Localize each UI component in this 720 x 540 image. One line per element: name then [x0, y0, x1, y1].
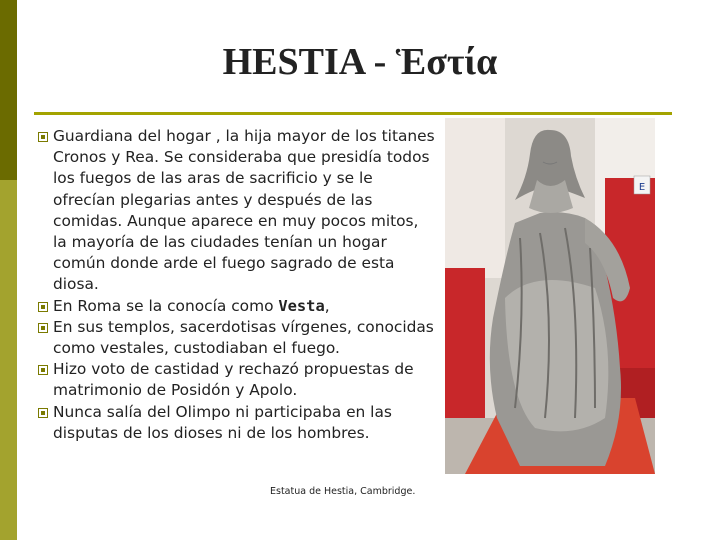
bullet-item	[37, 296, 437, 317]
bullet-text: Guardiana del hogar , la hija mayor de los titanes Cronos y Rea. Se consideraba que presidía todos los fuegos de las aras de sacrificio y se le ofrecían plegarias antes y después de las comidas. Aunque aparece en muy pocos mitos, la mayoría de las ciudades tenían un hogar común donde arde el fuego sagrado de esta diosa.	[53, 127, 435, 294]
square-bullet-icon	[38, 408, 48, 418]
square-bullet-icon	[38, 302, 48, 312]
bullet-text-suffix: ,	[324, 296, 330, 315]
bullet-text: En Roma se la conocía como	[53, 296, 279, 315]
statue-photo	[445, 118, 655, 474]
bullet-item	[37, 402, 437, 444]
bullet-text: En sus templos, sacerdotisas vírgenes, conocidas como vestales, custodiaban el fuego.	[53, 317, 434, 358]
image-caption: Estatua de Hestia, Cambridge.	[270, 486, 416, 497]
sidebar-bar-dark	[0, 0, 17, 180]
bullet-item	[37, 317, 437, 359]
bullet-text: Hizo voto de castidad y rechazó propuestas de matrimonio de Posidón y Apolo.	[53, 360, 414, 400]
bullet-list	[37, 126, 437, 444]
square-bullet-icon	[38, 365, 48, 375]
title-divider	[34, 112, 672, 115]
square-bullet-icon	[38, 132, 48, 142]
sidebar-bar-light	[0, 180, 17, 540]
bullet-bold-name: Vesta	[278, 296, 325, 315]
square-bullet-icon	[38, 323, 48, 333]
bullet-item	[37, 359, 437, 401]
slide-title: HESTIA - Ἑστία	[222, 41, 498, 83]
bullet-item	[37, 126, 437, 296]
sign-letter: E	[638, 182, 646, 193]
statue-image	[445, 118, 655, 474]
bullet-text: Nunca salía del Olimpo ni participaba en las disputas de los dioses ni de los hombres.	[53, 402, 392, 442]
